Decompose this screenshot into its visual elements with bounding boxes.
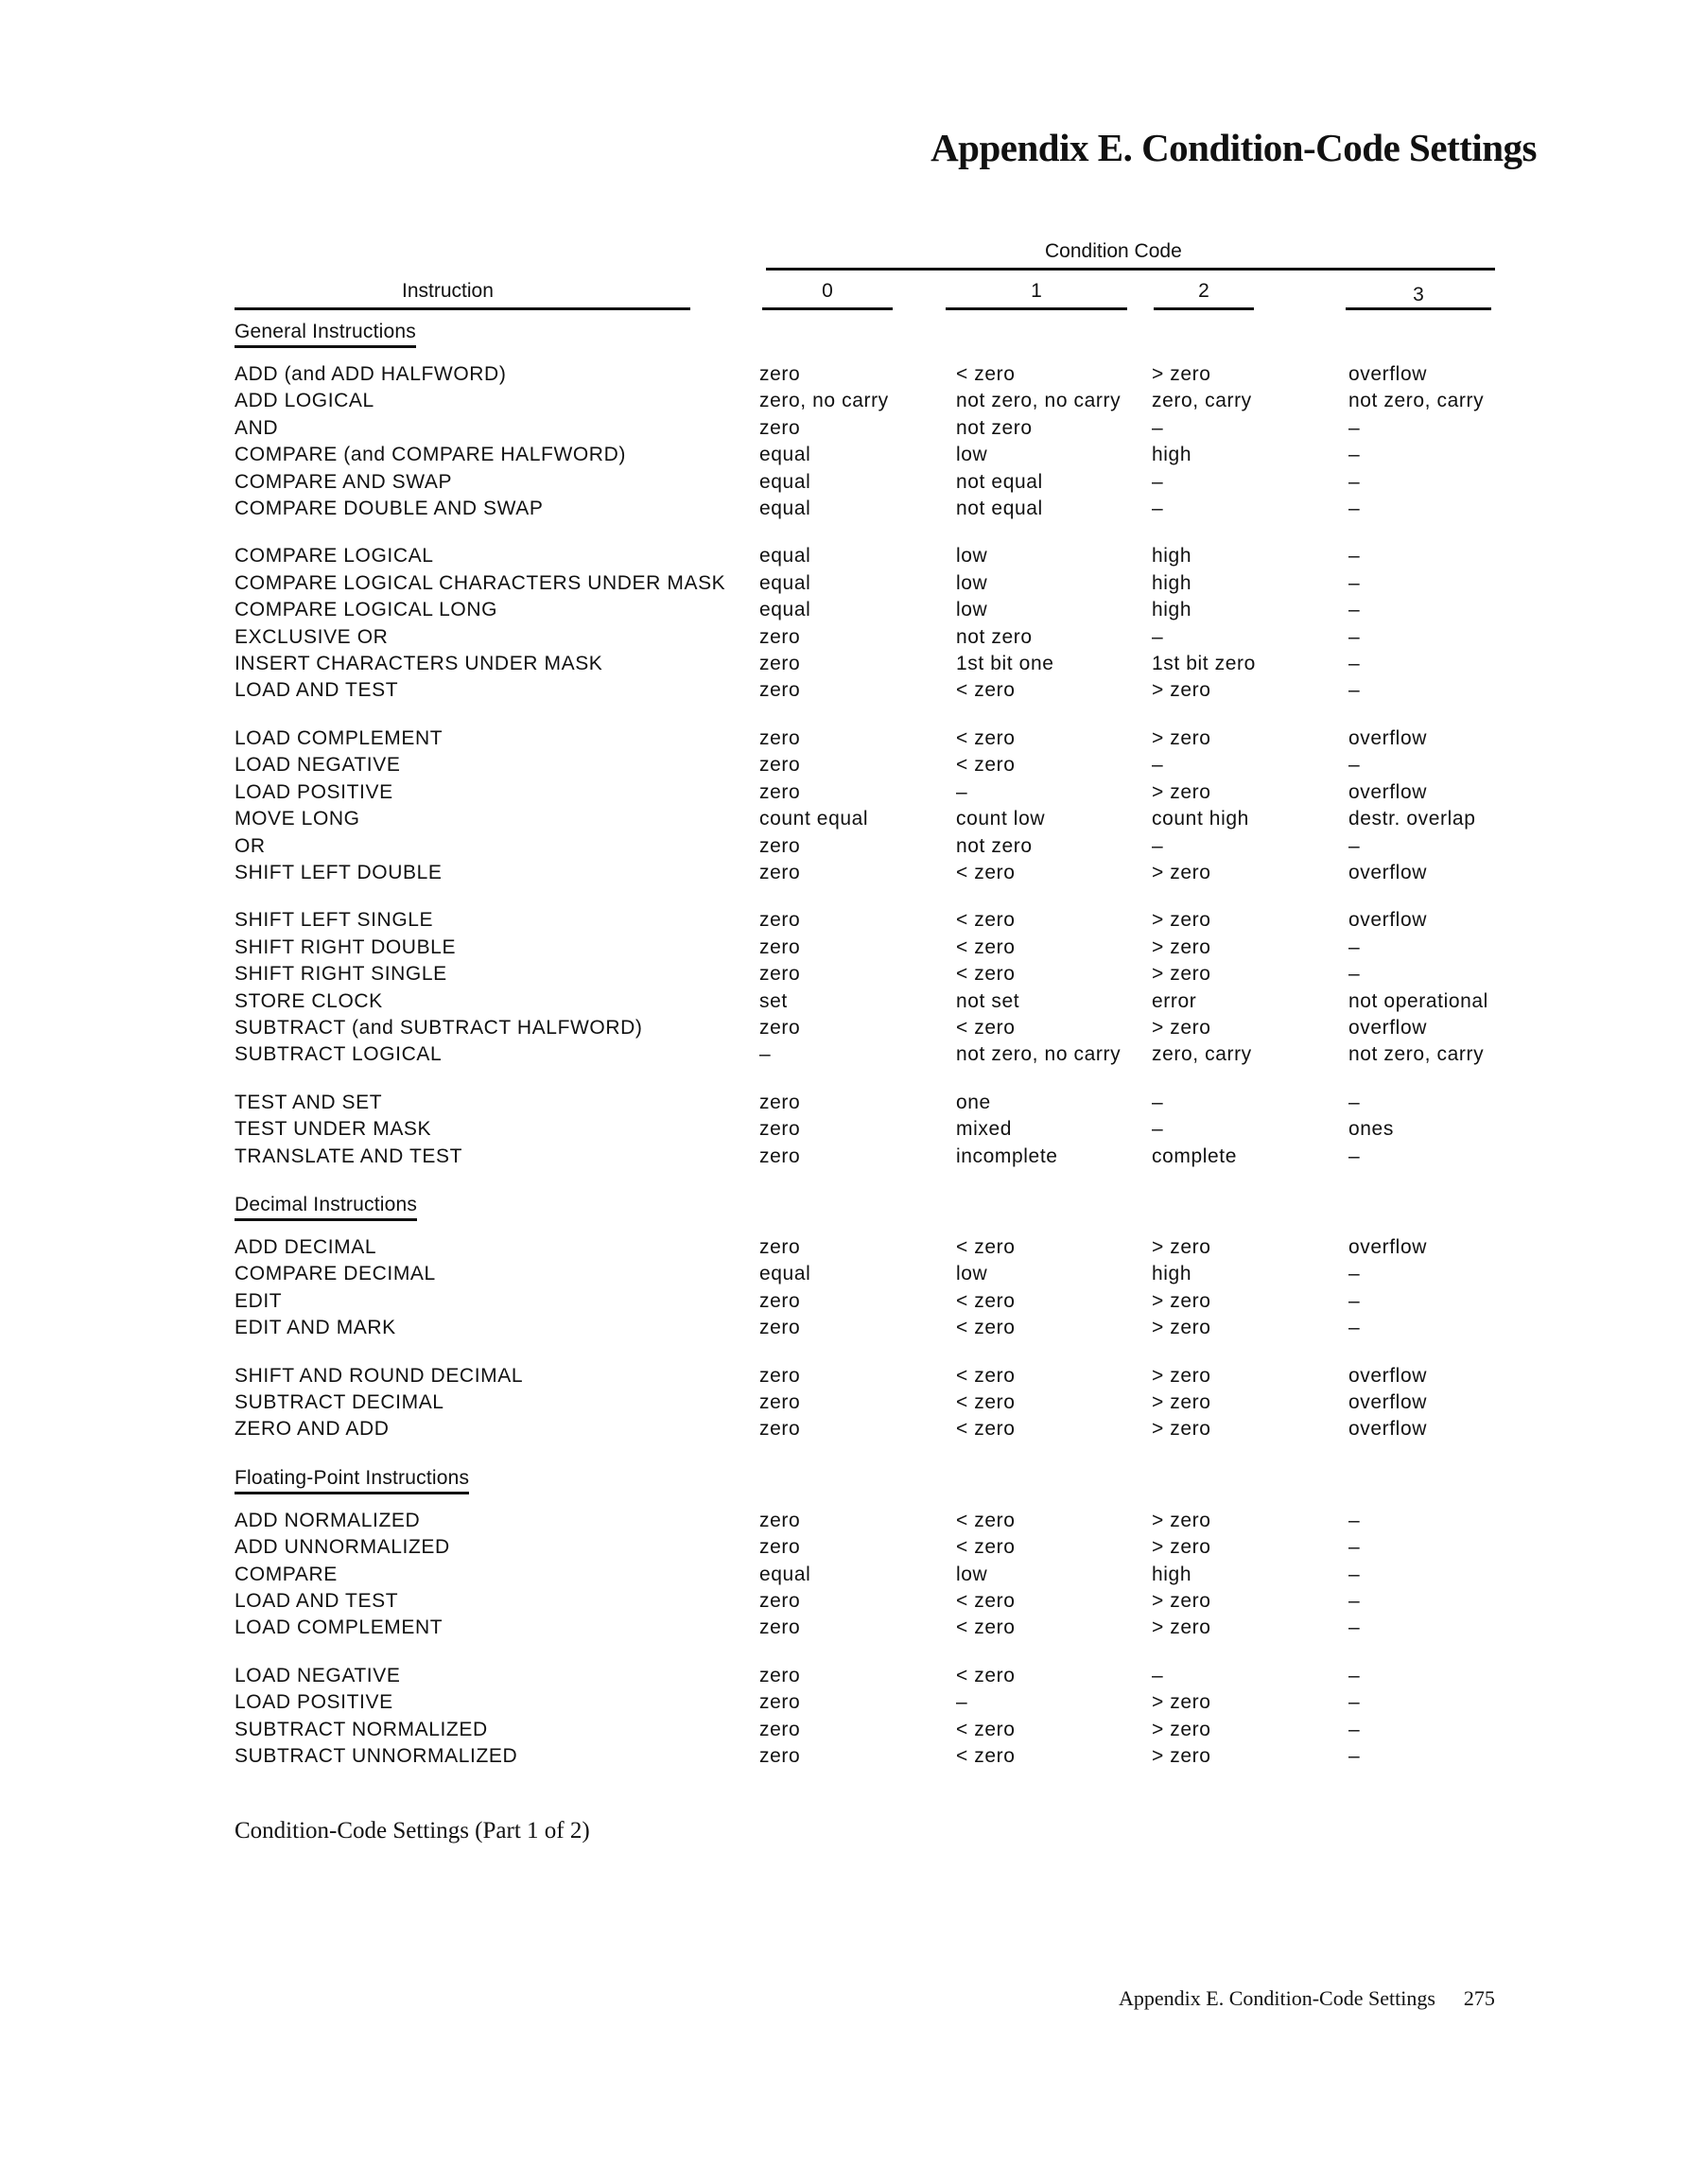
code-2-cell: – [1152, 754, 1164, 777]
row-group [235, 1234, 1558, 1342]
code-2-cell: > zero [1152, 1418, 1211, 1441]
code-1-cell: < zero [956, 1536, 1016, 1559]
code-3-cell: – [1348, 1263, 1361, 1285]
instruction-cell: ZERO AND ADD [235, 1418, 390, 1441]
section-heading: General Instructions [235, 320, 416, 348]
code-2-cell: > zero [1152, 1536, 1211, 1559]
table-row [235, 1743, 1558, 1770]
code-0-cell: zero [759, 1016, 801, 1039]
code-1-cell: < zero [956, 1317, 1016, 1339]
code-1-cell: < zero [956, 935, 1016, 958]
table-row [235, 779, 1558, 806]
code-3-cell: – [1348, 754, 1361, 777]
code-1-cell: low [956, 545, 988, 568]
code-0-cell: zero [759, 780, 801, 803]
table-row [235, 1416, 1558, 1442]
code-2-cell: > zero [1152, 1590, 1211, 1613]
table-row [235, 469, 1558, 496]
code-2-cell: – [1152, 470, 1164, 493]
code-1-cell: < zero [956, 1391, 1016, 1413]
code-1-cell: < zero [956, 1718, 1016, 1740]
code-3-cell: – [1348, 1144, 1361, 1167]
code-3-rule [1346, 307, 1491, 310]
row-group [235, 543, 1558, 704]
instruction-cell: SUBTRACT NORMALIZED [235, 1718, 488, 1740]
code-0-cell: equal [759, 571, 811, 594]
code-3-cell: not zero, carry [1348, 1043, 1485, 1066]
code-1-cell: not zero [956, 625, 1033, 648]
instruction-cell: ADD UNNORMALIZED [235, 1536, 450, 1559]
code-3-cell: – [1348, 1616, 1361, 1639]
code-2-cell: high [1152, 1263, 1192, 1285]
code-0-cell: equal [759, 498, 811, 520]
code-2-cell: error [1152, 989, 1197, 1012]
code-1-cell: < zero [956, 1289, 1016, 1312]
code-3-cell: – [1348, 1091, 1361, 1113]
instruction-cell: COMPARE [235, 1563, 338, 1585]
instruction-cell: MOVE LONG [235, 808, 360, 830]
code-3-cell: overflow [1348, 1364, 1427, 1387]
table-row [235, 988, 1558, 1015]
instruction-cell: ADD LOGICAL [235, 390, 374, 412]
row-group [235, 361, 1558, 522]
code-2-cell: > zero [1152, 1616, 1211, 1639]
code-3-cell: – [1348, 935, 1361, 958]
instruction-cell: SHIFT RIGHT SINGLE [235, 963, 447, 986]
code-0-cell: zero [759, 1616, 801, 1639]
code-1-cell: incomplete [956, 1144, 1058, 1167]
code-2-header: 2 [1198, 280, 1209, 302]
instruction-cell: EDIT [235, 1289, 283, 1312]
code-3-cell: overflow [1348, 726, 1427, 749]
code-2-cell: > zero [1152, 935, 1211, 958]
instruction-cell: ADD (and ADD HALFWORD) [235, 363, 507, 385]
row-group [235, 1508, 1558, 1642]
code-0-cell: zero [759, 1691, 801, 1714]
condition-code-header: Condition Code [1045, 240, 1182, 262]
table-row [235, 1090, 1558, 1116]
code-3-cell: – [1348, 1509, 1361, 1531]
code-0-cell: equal [759, 444, 811, 466]
code-0-cell: zero [759, 1317, 801, 1339]
code-0-cell: zero [759, 679, 801, 702]
code-2-cell: > zero [1152, 679, 1211, 702]
code-0-cell: zero [759, 1745, 801, 1768]
instruction-cell: SHIFT RIGHT DOUBLE [235, 935, 457, 958]
row-group [235, 1363, 1558, 1443]
row-group [235, 725, 1558, 886]
code-2-cell: > zero [1152, 1289, 1211, 1312]
code-1-cell: < zero [956, 861, 1016, 883]
table-row [235, 570, 1558, 597]
code-3-cell: overflow [1348, 780, 1427, 803]
table-row [235, 1261, 1558, 1287]
code-2-cell: count high [1152, 808, 1249, 830]
code-0-cell: zero [759, 963, 801, 986]
code-3-cell: – [1348, 416, 1361, 439]
code-0-cell: zero [759, 909, 801, 932]
code-0-cell: zero [759, 1536, 801, 1559]
code-1-cell: one [956, 1091, 991, 1113]
table-row [235, 1663, 1558, 1689]
instruction-cell: ADD NORMALIZED [235, 1509, 421, 1531]
table-row [235, 1041, 1558, 1068]
code-0-cell: count equal [759, 808, 869, 830]
table-row [235, 1717, 1558, 1743]
instruction-cell: COMPARE AND SWAP [235, 470, 453, 493]
code-1-cell: mixed [956, 1118, 1013, 1141]
table-row [235, 496, 1558, 522]
table-row [235, 1615, 1558, 1641]
section-heading: Floating-Point Instructions [235, 1466, 469, 1494]
code-2-cell: > zero [1152, 363, 1211, 385]
code-1-cell: not zero [956, 834, 1033, 857]
code-0-cell: equal [759, 545, 811, 568]
code-2-cell: > zero [1152, 861, 1211, 883]
code-0-cell: equal [759, 1263, 811, 1285]
table-row [235, 1534, 1558, 1561]
code-1-cell: not zero [956, 416, 1033, 439]
row-group [235, 907, 1558, 1068]
code-1-cell: < zero [956, 1418, 1016, 1441]
instruction-cell: LOAD AND TEST [235, 1590, 399, 1613]
table-row [235, 415, 1558, 442]
instruction-cell: AND [235, 416, 279, 439]
table-row [235, 806, 1558, 832]
table-section [235, 320, 1558, 1170]
condition-code-table [235, 320, 1558, 1792]
code-2-cell: high [1152, 444, 1192, 466]
page-title: Appendix E. Condition-Code Settings [930, 126, 1537, 169]
code-1-cell: < zero [956, 963, 1016, 986]
code-2-cell: > zero [1152, 726, 1211, 749]
instruction-cell: TEST UNDER MASK [235, 1118, 432, 1141]
code-2-cell: 1st bit zero [1152, 653, 1256, 675]
code-3-cell: – [1348, 1536, 1361, 1559]
code-3-cell: – [1348, 1289, 1361, 1312]
code-3-cell: – [1348, 1718, 1361, 1740]
instruction-cell: LOAD POSITIVE [235, 1691, 393, 1714]
instruction-cell: INSERT CHARACTERS UNDER MASK [235, 653, 603, 675]
table-caption: Condition-Code Settings (Part 1 of 2) [235, 1818, 590, 1843]
code-0-cell: zero [759, 1235, 801, 1258]
table-row [235, 1508, 1558, 1534]
code-1-cell: not equal [956, 470, 1043, 493]
instruction-cell: EXCLUSIVE OR [235, 625, 389, 648]
code-2-cell: high [1152, 545, 1192, 568]
code-0-cell: equal [759, 470, 811, 493]
code-0-cell: zero [759, 625, 801, 648]
instruction-cell: COMPARE LOGICAL CHARACTERS UNDER MASK [235, 571, 726, 594]
code-0-cell: equal [759, 1563, 811, 1585]
table-row [235, 1234, 1558, 1261]
code-0-cell: zero [759, 1391, 801, 1413]
instruction-cell: COMPARE (and COMPARE HALFWORD) [235, 444, 626, 466]
code-3-cell: destr. overlap [1348, 808, 1476, 830]
code-2-rule [1154, 307, 1254, 310]
code-2-cell: high [1152, 599, 1192, 621]
code-3-cell: – [1348, 1317, 1361, 1339]
page-number: 275 [1463, 1986, 1495, 2010]
table-row [235, 388, 1558, 414]
code-3-cell: – [1348, 498, 1361, 520]
code-2-cell: – [1152, 1664, 1164, 1686]
code-2-cell: > zero [1152, 780, 1211, 803]
instruction-cell: SHIFT AND ROUND DECIMAL [235, 1364, 524, 1387]
code-3-header: 3 [1413, 284, 1424, 306]
code-3-cell: not operational [1348, 989, 1488, 1012]
table-section [235, 1193, 1558, 1443]
code-3-cell: – [1348, 1745, 1361, 1768]
code-0-cell: equal [759, 599, 811, 621]
code-0-rule [762, 307, 893, 310]
table-row [235, 961, 1558, 987]
code-3-cell: – [1348, 625, 1361, 648]
instruction-cell: SUBTRACT UNNORMALIZED [235, 1745, 518, 1768]
code-1-rule [946, 307, 1127, 310]
table-row [235, 677, 1558, 704]
table-row [235, 1363, 1558, 1389]
table-row [235, 1015, 1558, 1041]
table-row [235, 624, 1558, 651]
condition-code-rule [766, 268, 1495, 271]
instruction-cell: TEST AND SET [235, 1091, 383, 1113]
code-1-header: 1 [1031, 280, 1042, 302]
code-2-cell: > zero [1152, 1016, 1211, 1039]
code-3-cell: overflow [1348, 363, 1427, 385]
table-row [235, 1144, 1558, 1170]
instruction-cell: LOAD POSITIVE [235, 780, 393, 803]
code-3-cell: – [1348, 599, 1361, 621]
code-0-cell: zero [759, 754, 801, 777]
table-row [235, 361, 1558, 388]
table-row [235, 907, 1558, 934]
code-3-cell: – [1348, 470, 1361, 493]
instruction-cell: COMPARE LOGICAL LONG [235, 599, 498, 621]
code-3-cell: – [1348, 1664, 1361, 1686]
code-1-cell: not set [956, 989, 1020, 1012]
code-2-cell: high [1152, 571, 1192, 594]
code-2-cell: > zero [1152, 1745, 1211, 1768]
instruction-cell: SUBTRACT LOGICAL [235, 1043, 443, 1066]
code-1-cell: low [956, 571, 988, 594]
table-row [235, 725, 1558, 752]
table-row [235, 442, 1558, 468]
code-3-cell: ones [1348, 1118, 1394, 1141]
running-head: Appendix E. Condition-Code Settings [1119, 1986, 1435, 2010]
table-row [235, 1562, 1558, 1588]
instruction-cell: SUBTRACT DECIMAL [235, 1391, 444, 1413]
code-2-cell: > zero [1152, 1235, 1211, 1258]
code-2-cell: > zero [1152, 1691, 1211, 1714]
instruction-cell: LOAD AND TEST [235, 679, 399, 702]
code-1-cell: low [956, 444, 988, 466]
instruction-header: Instruction [402, 280, 494, 302]
code-2-cell: – [1152, 1118, 1164, 1141]
code-2-cell: > zero [1152, 1509, 1211, 1531]
code-0-cell: zero [759, 363, 801, 385]
code-3-cell: overflow [1348, 1016, 1427, 1039]
instruction-cell: STORE CLOCK [235, 989, 383, 1012]
code-1-cell: < zero [956, 726, 1016, 749]
instruction-cell: SUBTRACT (and SUBTRACT HALFWORD) [235, 1016, 643, 1039]
instruction-cell: LOAD NEGATIVE [235, 754, 401, 777]
row-group [235, 1663, 1558, 1771]
code-0-cell: set [759, 989, 788, 1012]
code-3-cell: – [1348, 963, 1361, 986]
code-1-cell: not equal [956, 498, 1043, 520]
code-0-cell: zero [759, 1509, 801, 1531]
table-row [235, 1288, 1558, 1315]
code-1-cell: low [956, 599, 988, 621]
code-1-cell: – [956, 780, 968, 803]
code-1-cell: < zero [956, 1509, 1016, 1531]
code-0-header: 0 [822, 280, 833, 302]
code-0-cell: – [759, 1043, 772, 1066]
code-2-cell: > zero [1152, 1718, 1211, 1740]
code-3-cell: – [1348, 1691, 1361, 1714]
code-1-cell: < zero [956, 363, 1016, 385]
code-1-cell: low [956, 1263, 988, 1285]
code-1-cell: low [956, 1563, 988, 1585]
row-group [235, 1090, 1558, 1170]
code-2-cell: zero, carry [1152, 390, 1252, 412]
instruction-cell: SHIFT LEFT SINGLE [235, 909, 434, 932]
code-3-cell: – [1348, 1590, 1361, 1613]
code-1-cell: < zero [956, 1745, 1016, 1768]
code-3-cell: – [1348, 653, 1361, 675]
code-0-cell: zero, no carry [759, 390, 889, 412]
instruction-cell: LOAD COMPLEMENT [235, 1616, 443, 1639]
table-row [235, 543, 1558, 569]
code-0-cell: zero [759, 416, 801, 439]
code-1-cell: – [956, 1691, 968, 1714]
code-1-cell: < zero [956, 1590, 1016, 1613]
code-0-cell: zero [759, 1364, 801, 1387]
instruction-rule [235, 307, 690, 310]
code-1-cell: < zero [956, 909, 1016, 932]
code-2-cell: > zero [1152, 1364, 1211, 1387]
table-section [235, 1466, 1558, 1771]
code-0-cell: zero [759, 935, 801, 958]
code-3-cell: – [1348, 571, 1361, 594]
instruction-cell: COMPARE LOGICAL [235, 545, 434, 568]
instruction-cell: OR [235, 834, 266, 857]
table-row [235, 1588, 1558, 1615]
code-0-cell: zero [759, 1289, 801, 1312]
code-0-cell: zero [759, 861, 801, 883]
code-0-cell: zero [759, 1118, 801, 1141]
table-row [235, 935, 1558, 961]
code-0-cell: zero [759, 1091, 801, 1113]
code-0-cell: zero [759, 653, 801, 675]
instruction-cell: TRANSLATE AND TEST [235, 1144, 463, 1167]
code-2-cell: – [1152, 834, 1164, 857]
code-2-cell: > zero [1152, 1317, 1211, 1339]
code-1-cell: < zero [956, 1364, 1016, 1387]
code-2-cell: > zero [1152, 963, 1211, 986]
code-0-cell: zero [759, 1590, 801, 1613]
page-footer [1119, 1986, 1495, 2011]
table-row [235, 1389, 1558, 1416]
code-3-cell: – [1348, 545, 1361, 568]
instruction-cell: COMPARE DECIMAL [235, 1263, 436, 1285]
code-3-cell: overflow [1348, 1391, 1427, 1413]
table-row [235, 597, 1558, 623]
table-row [235, 1689, 1558, 1716]
table-row [235, 651, 1558, 677]
code-0-cell: zero [759, 1144, 801, 1167]
code-3-cell: overflow [1348, 1235, 1427, 1258]
code-3-cell: overflow [1348, 909, 1427, 932]
section-heading: Decimal Instructions [235, 1193, 417, 1221]
instruction-cell: EDIT AND MARK [235, 1317, 396, 1339]
instruction-cell: COMPARE DOUBLE AND SWAP [235, 498, 544, 520]
code-1-cell: 1st bit one [956, 653, 1054, 675]
table-row [235, 1315, 1558, 1341]
code-1-cell: count low [956, 808, 1046, 830]
code-1-cell: < zero [956, 1664, 1016, 1686]
instruction-cell: ADD DECIMAL [235, 1235, 377, 1258]
table-row [235, 833, 1558, 860]
instruction-cell: SHIFT LEFT DOUBLE [235, 861, 443, 883]
code-2-cell: complete [1152, 1144, 1238, 1167]
instruction-cell: LOAD NEGATIVE [235, 1664, 401, 1686]
code-0-cell: zero [759, 1664, 801, 1686]
code-0-cell: zero [759, 726, 801, 749]
code-2-cell: high [1152, 1563, 1192, 1585]
code-3-cell: – [1348, 679, 1361, 702]
code-1-cell: < zero [956, 1016, 1016, 1039]
code-1-cell: < zero [956, 679, 1016, 702]
table-row [235, 860, 1558, 886]
table-row [235, 752, 1558, 778]
code-2-cell: – [1152, 1091, 1164, 1113]
code-2-cell: – [1152, 498, 1164, 520]
instruction-cell: LOAD COMPLEMENT [235, 726, 443, 749]
code-0-cell: zero [759, 834, 801, 857]
code-2-cell: > zero [1152, 909, 1211, 932]
table-row [235, 1116, 1558, 1143]
code-3-cell: not zero, carry [1348, 390, 1485, 412]
code-3-cell: – [1348, 834, 1361, 857]
code-1-cell: < zero [956, 754, 1016, 777]
code-3-cell: – [1348, 1563, 1361, 1585]
code-1-cell: < zero [956, 1235, 1016, 1258]
code-2-cell: – [1152, 625, 1164, 648]
code-1-cell: < zero [956, 1616, 1016, 1639]
code-2-cell: > zero [1152, 1391, 1211, 1413]
code-1-cell: not zero, no carry [956, 1043, 1122, 1066]
code-2-cell: zero, carry [1152, 1043, 1252, 1066]
code-3-cell: overflow [1348, 1418, 1427, 1441]
code-3-cell: overflow [1348, 861, 1427, 883]
code-1-cell: not zero, no carry [956, 390, 1122, 412]
code-2-cell: – [1152, 416, 1164, 439]
code-0-cell: zero [759, 1418, 801, 1441]
code-0-cell: zero [759, 1718, 801, 1740]
code-3-cell: – [1348, 444, 1361, 466]
